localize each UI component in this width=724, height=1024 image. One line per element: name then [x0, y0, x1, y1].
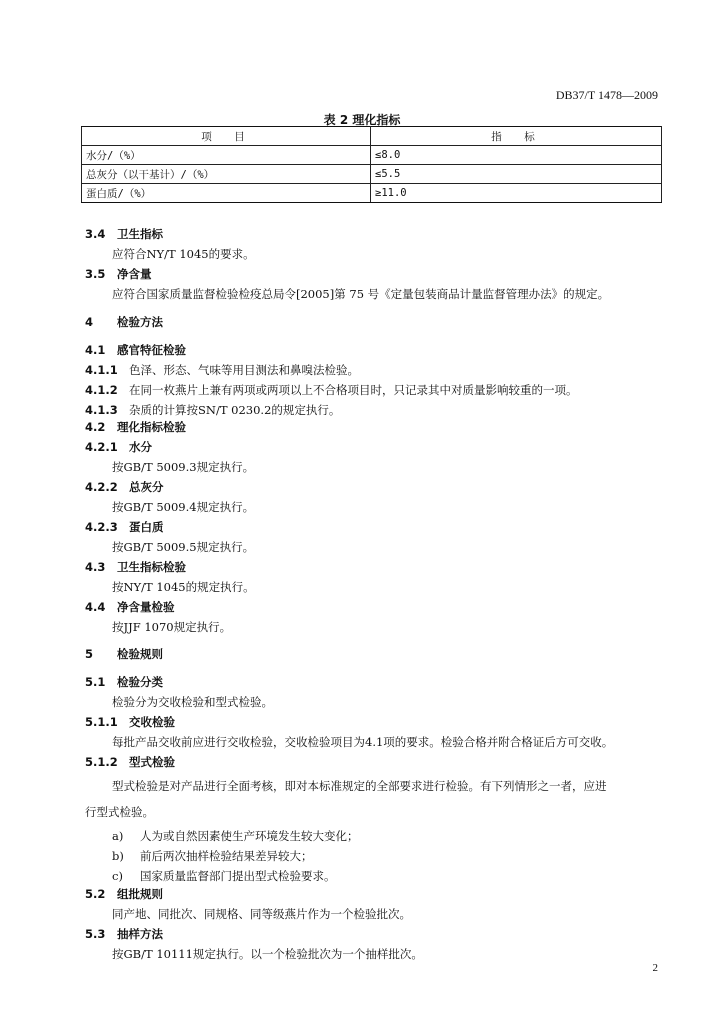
section-text: 按GB/T 5009.5规定执行。 — [112, 540, 255, 554]
chapter-heading: 4 检验方法 — [85, 315, 163, 329]
table-header-row — [82, 127, 662, 146]
section-heading: 4.2 理化指标检验 — [85, 420, 186, 434]
section-text: 检验分为交收检验和型式检验。 — [112, 695, 273, 709]
column-header-item: 项 目 — [82, 127, 371, 146]
section-text: 按GB/T 5009.3规定执行。 — [112, 460, 255, 474]
clause: 4.1.1 色泽、形态、气味等用目测法和鼻嗅法检验。 — [85, 363, 359, 377]
table-cell-item: 总灰分（以干基计）/（%） — [82, 165, 371, 184]
section-heading: 5.2 组批规则 — [85, 887, 163, 901]
table-cell-item: 水分/（%） — [82, 146, 371, 165]
section-heading: 5.1 检验分类 — [85, 675, 163, 689]
subsection-heading: 4.2.3 蛋白质 — [85, 520, 164, 534]
subsection-heading: 4.2.1 水分 — [85, 440, 152, 454]
list-item: c) 国家质量监督部门提出型式检验要求。 — [112, 869, 336, 883]
section-heading: 4.4 净含量检验 — [85, 600, 175, 614]
section-text: 应符合国家质量监督检验检疫总局令[2005]第 75 号《定量包装商品计量监督管理办法》的规定。 — [112, 287, 610, 301]
section-text: 按GB/T 5009.4规定执行。 — [112, 500, 255, 514]
section-heading: 3.4 卫生指标 — [85, 227, 163, 241]
table-cell-value: ≤5.5 — [371, 165, 662, 184]
section-heading: 4.1 感官特征检验 — [85, 343, 186, 357]
list-item: b) 前后两次抽样检验结果差异较大； — [112, 849, 313, 863]
section-heading: 3.5 净含量 — [85, 267, 152, 281]
table-cell-value: ≤8.0 — [371, 146, 662, 165]
section-text: 型式检验是对产品进行全面考核，即对本标准规定的全部要求进行检验。有下列情形之一者，应进 — [112, 779, 607, 793]
section-text: 同产地、同批次、同规格、同等级燕片作为一个检验批次。 — [112, 907, 411, 921]
page-number: 2 — [652, 962, 658, 974]
section-text: 每批产品交收前应进行交收检验，交收检验项目为4.1项的要求。检验合格并附合格证后方可交收。 — [112, 735, 614, 749]
table-cell-item: 蛋白质/（%） — [82, 184, 371, 203]
subsection-heading: 5.1.1 交收检验 — [85, 715, 175, 729]
subsection-heading: 4.2.2 总灰分 — [85, 480, 164, 494]
section-heading: 4.3 卫生指标检验 — [85, 560, 186, 574]
section-text: 按NY/T 1045的规定执行。 — [112, 580, 255, 594]
list-item: a) 人为或自然因素使生产环境发生较大变化； — [112, 829, 359, 843]
section-text: 按GB/T 10111规定执行。以一个检验批次为一个抽样批次。 — [112, 947, 423, 961]
subsection-heading: 5.1.2 型式检验 — [85, 755, 175, 769]
table-cell-value: ≥11.0 — [371, 184, 662, 203]
table-row — [82, 146, 662, 165]
table-row — [82, 184, 662, 203]
section-text: 按JJF 1070规定执行。 — [112, 620, 232, 634]
table-row — [82, 165, 662, 184]
chapter-heading: 5 检验规则 — [85, 647, 163, 661]
physicochemical-table — [81, 126, 662, 203]
section-heading: 5.3 抽样方法 — [85, 927, 163, 941]
standard-code: DB37/T 1478—2009 — [555, 88, 658, 102]
section-text-continued: 行型式检验。 — [85, 805, 154, 819]
clause: 4.1.3 杂质的计算按SN/T 0230.2的规定执行。 — [85, 403, 341, 417]
column-header-value: 指 标 — [371, 127, 662, 146]
clause: 4.1.2 在同一枚燕片上兼有两项或两项以上不合格项目时，只记录其中对质量影响较重的一项。 — [85, 383, 578, 397]
section-text: 应符合NY/T 1045的要求。 — [112, 247, 255, 261]
table-title: 表 2 理化指标 — [323, 113, 401, 127]
